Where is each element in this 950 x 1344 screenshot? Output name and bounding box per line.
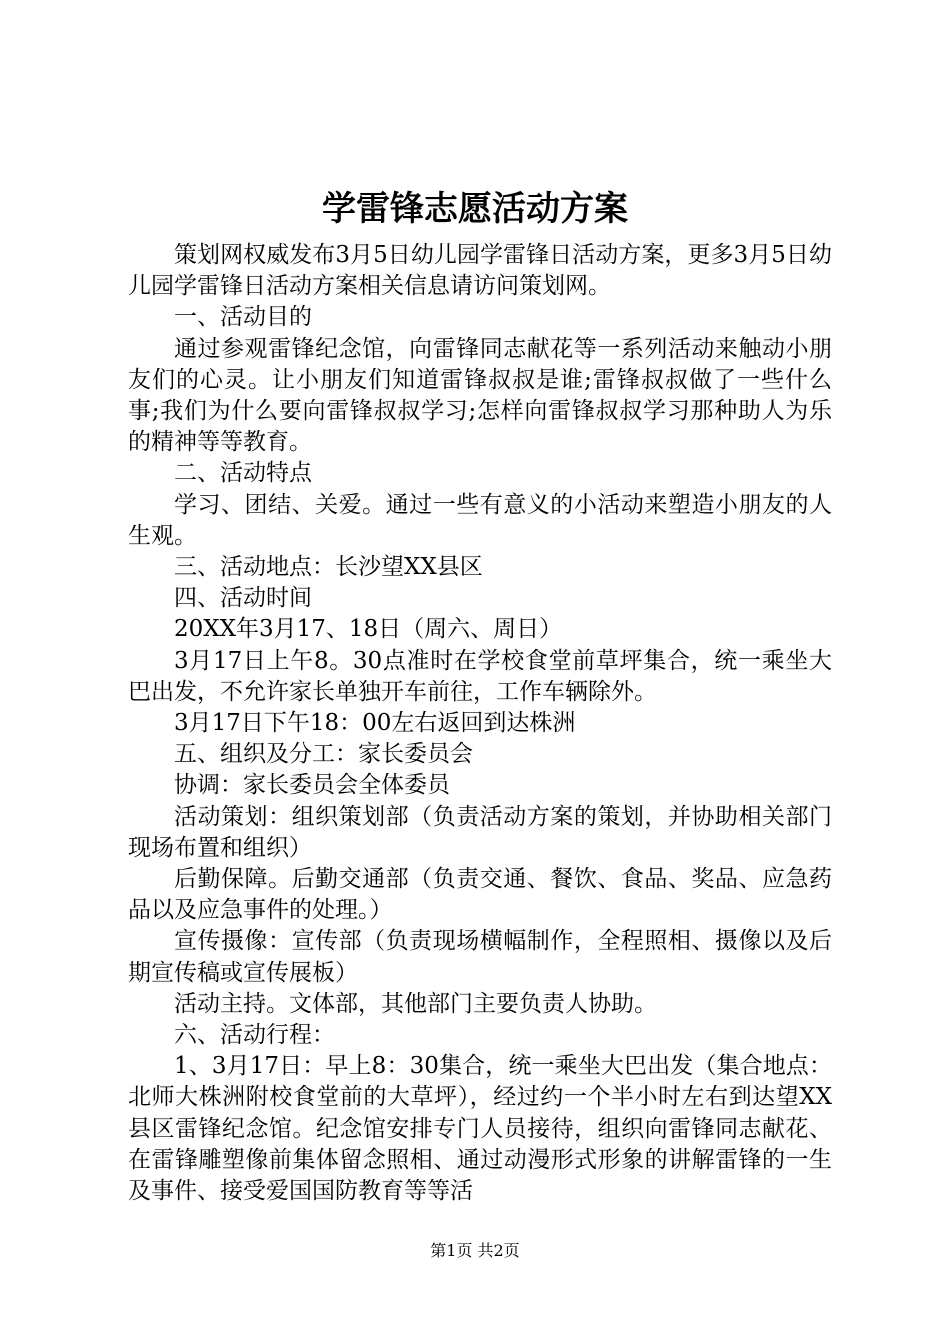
heading-features: 二、活动特点 [174,460,312,487]
paragraph-departure: 3月17日上午8。30点准时在学校食堂前草坪集合，统一乘坐大巴出发，不允许家长单独开车前往，工作车辆除外。 [128,647,832,705]
heading-organization: 五、组织及分工：家长委员会 [174,741,473,768]
paragraph-planning: 活动策划：组织策划部（负责活动方案的策划，并协助相关部门现场布置和组织） [128,803,832,861]
page-footer: 第1页 共2页 [430,1241,520,1260]
paragraph-coordination: 协调：家长委员会全体委员 [174,772,450,799]
document-body [128,240,832,1207]
paragraph-itinerary-day1: 1、3月17日：早上8：30集合，统一乘坐大巴出发（集合地点：北师大株洲附校食堂前的大草坪），经过约一个半小时左右到达望XX县区雷锋纪念馆。纪念馆安排专门人员接待，组织向雷锋同志献花、在雷锋雕塑像前集体留念照相、通过动漫形式形象的讲解雷锋的一生及事件、接受爱国国防教育等等活 [128,1053,832,1205]
heading-purpose: 一、活动目的 [174,304,312,331]
paragraph-logistics: 后勤保障。后勤交通部（负责交通、餐饮、食品、奖品、应急药品以及应急事件的处理。） [128,866,832,924]
paragraph-return: 3月17日下午18：00左右返回到达株洲 [174,710,576,737]
heading-itinerary: 六、活动行程： [174,1022,335,1049]
document-title: 学雷锋志愿活动方案 [322,189,628,229]
paragraph-hosting: 活动主持。文体部，其他部门主要负责人协助。 [174,990,657,1017]
paragraph-dates: 20XX年3月17、18日（周六、周日） [174,616,563,643]
heading-time: 四、活动时间 [174,585,312,612]
paragraph-intro: 策划网权威发布3月5日幼儿园学雷锋日活动方案，更多3月5日幼儿园学雷锋日活动方案相关信息请访问策划网。 [128,242,832,300]
heading-location: 三、活动地点：长沙望XX县区 [174,554,483,581]
paragraph-purpose: 通过参观雷锋纪念馆，向雷锋同志献花等一系列活动来触动小朋友们的心灵。让小朋友们知道雷锋叔叔是谁;雷锋叔叔做了一些什么事;我们为什么要向雷锋叔叔学习;怎样向雷锋叔叔学习那种助人为乐的精神等等教育。 [128,335,832,456]
paragraph-publicity: 宣传摄像：宣传部（负责现场横幅制作，全程照相、摄像以及后期宣传稿或宣传展板） [128,928,832,986]
paragraph-features: 学习、团结、关爱。通过一些有意义的小活动来塑造小朋友的人生观。 [128,491,832,549]
